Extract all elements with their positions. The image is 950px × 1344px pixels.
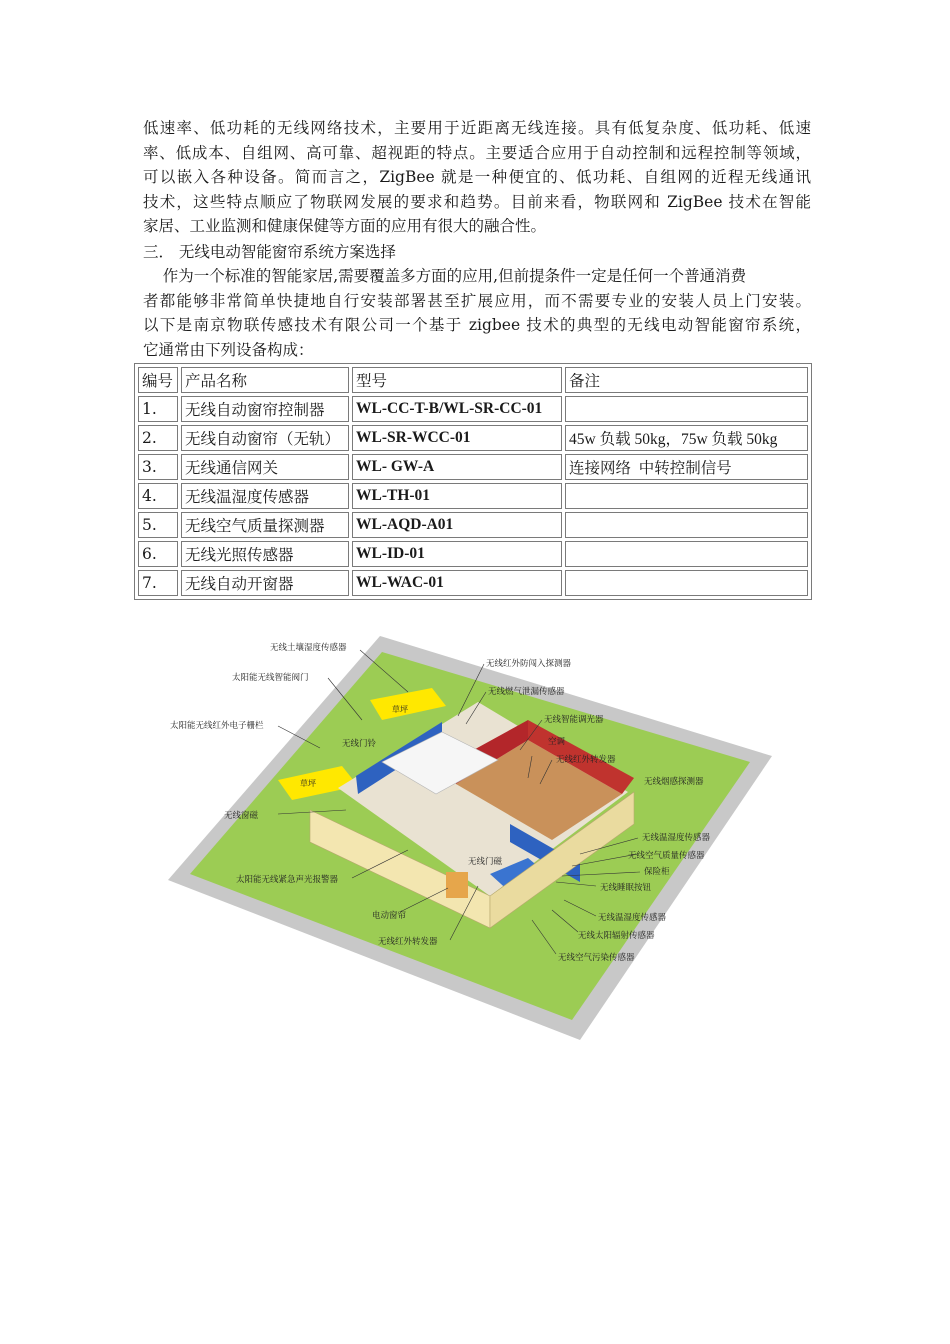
table-cell: WL-SR-WCC-01 [352, 425, 562, 451]
text-line: 它通常由下列设备构成： [143, 340, 314, 359]
diagram-label: 无线空气污染传感器 [558, 953, 635, 963]
table-row [138, 512, 808, 538]
diagram-label: 无线燃气泄漏传感器 [488, 687, 565, 697]
diagram-label: 无线温湿度传感器 [642, 833, 711, 843]
diagram-label: 空调 [548, 737, 566, 747]
diagram-label: 无线门磁 [468, 857, 503, 867]
table-cell: WL-CC-T-B/WL-SR-CC-01 [352, 396, 562, 422]
table-cell: 6. [138, 541, 178, 567]
table-cell: 3. [138, 454, 178, 480]
table-cell [565, 541, 808, 567]
table-row [138, 454, 808, 480]
diagram-label: 无线空气质量传感器 [628, 851, 705, 861]
table-row [138, 483, 808, 509]
text-line: 者都能够非常简单快捷地自行安装部署甚至扩展应用，而不需要专业的安装人员上门安装。 [143, 291, 811, 310]
diagram-label: 草坪 [300, 779, 316, 788]
text-line: 家居、工业监测和健康保健等方面的应用有很大的融合性。 [143, 217, 547, 236]
diagram-label: 无线烟感探测器 [644, 777, 704, 787]
text-line: 可以嵌入各种设备。简而言之，ZigBee 就是一种便宜的、低功耗、自组网的近程无线通讯 [143, 168, 811, 187]
diagram-label: 无线温湿度传感器 [598, 913, 667, 923]
diagram-label: 无线智能调光器 [544, 715, 604, 725]
table-row [138, 541, 808, 567]
diagram-label: 无线红外转发器 [556, 755, 616, 765]
table-cell: 1. [138, 396, 178, 422]
diagram-label: 无线土壤湿度传感器 [270, 643, 347, 653]
diagram-label: 无线窗磁 [224, 811, 259, 821]
table-cell: 无线自动窗帘控制器 [181, 396, 349, 422]
table-cell: 无线通信网关 [181, 454, 349, 480]
diagram-label: 太阳能无线智能阀门 [232, 673, 309, 683]
table-cell: WL-AQD-A01 [352, 512, 562, 538]
table-cell: 无线温湿度传感器 [181, 483, 349, 509]
table-cell [565, 570, 808, 596]
diagram-label: 保险柜 [644, 867, 670, 877]
intro-paragraph [143, 116, 811, 239]
diagram-label: 无线门铃 [342, 739, 377, 749]
table-cell [565, 512, 808, 538]
text-line: 低速率、低功耗的无线网络技术，主要用于近距离无线连接。具有低复杂度、低功耗、低速 [143, 119, 811, 137]
diagram-label: 无线红外防闯入探测器 [486, 659, 572, 669]
header-cell: 产品名称 [181, 367, 349, 393]
section-heading: 三． 无线电动智能窗帘系统方案选择 [143, 243, 396, 261]
diagram-label: 电动窗帘 [372, 911, 407, 921]
table-row [138, 396, 808, 422]
diagram-label: 无线睡眠按钮 [600, 883, 652, 893]
device-table [134, 363, 812, 600]
text-line: 作为一个标准的智能家居,需要覆盖多方面的应用,但前提条件一定是任何一个普通消费 [143, 267, 747, 285]
table-row [138, 425, 808, 451]
header-cell: 备注 [565, 367, 808, 393]
table-header-row [138, 367, 808, 393]
diagram-label: 无线太阳辐射传感器 [578, 931, 655, 941]
table-cell: 2. [138, 425, 178, 451]
diagram-label: 太阳能无线红外电子栅栏 [170, 721, 264, 731]
table-cell [565, 396, 808, 422]
table-cell: WL-WAC-01 [352, 570, 562, 596]
table-cell: 连接网络 中转控制信号 [565, 454, 808, 480]
table-cell: WL-ID-01 [352, 541, 562, 567]
table-cell: 无线光照传感器 [181, 541, 349, 567]
table-cell: 4. [138, 483, 178, 509]
table-cell: 45w 负载 50kg，75w 负载 50kg [565, 425, 808, 451]
table-cell: 无线空气质量探测器 [181, 512, 349, 538]
text-line: 率、低成本、自组网、高可靠、超视距的特点。主要适合应用于自动控制和远程控制等领域， [143, 143, 811, 162]
table-cell: 无线自动开窗器 [181, 570, 349, 596]
table-cell [565, 483, 808, 509]
diagram-label: 太阳能无线紧急声光报警器 [236, 875, 339, 885]
system-paragraph [143, 264, 811, 362]
diagram-label: 草坪 [392, 705, 408, 714]
curtain-window [446, 872, 468, 898]
table-cell: WL-TH-01 [352, 483, 562, 509]
header-cell: 型号 [352, 367, 562, 393]
text-line: 以下是南京物联传感技术有限公司一个基于 zigbee 技术的典型的无线电动智能窗帘系统， [143, 316, 811, 335]
diagram-label: 无线红外转发器 [378, 937, 438, 947]
smart-home-diagram [160, 628, 780, 1048]
table-cell: WL- GW-A [352, 454, 562, 480]
header-cell: 编号 [138, 367, 178, 393]
text-line: 技术，这些特点顺应了物联网发展的要求和趋势。目前来看，物联网和 ZigBee 技术在智能 [143, 192, 811, 211]
table-cell: 5. [138, 512, 178, 538]
table-cell: 7. [138, 570, 178, 596]
table-cell: 无线自动窗帘（无轨） [181, 425, 349, 451]
table-row [138, 570, 808, 596]
